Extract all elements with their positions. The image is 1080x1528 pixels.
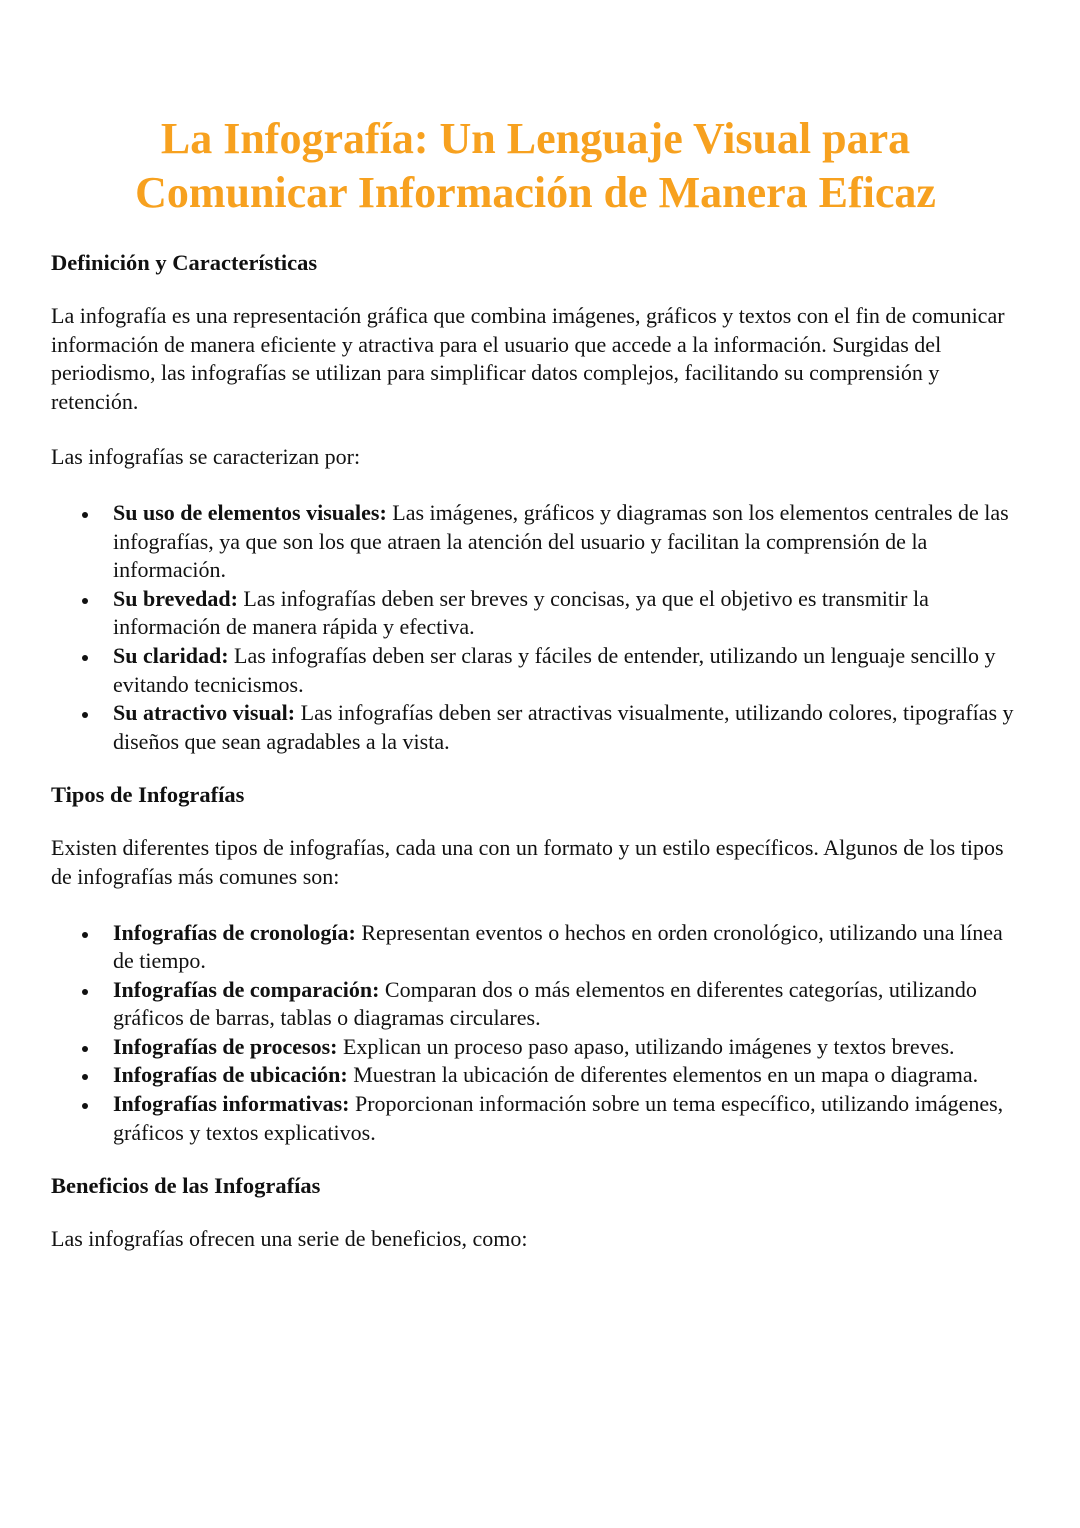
list-item (51, 585, 1020, 642)
list-item (51, 499, 1020, 585)
caracteristicas-list (51, 499, 1020, 756)
list-item-term: Infografías de procesos: (113, 1033, 338, 1059)
list-item-term: Infografías informativas: (113, 1091, 350, 1117)
tipos-list (51, 919, 1020, 1148)
list-item (51, 1033, 1020, 1062)
list-item-text: Las infografías deben ser claras y fáciles de entender, utilizando un lenguaje sencillo y evitando tecnicismos. (113, 642, 996, 697)
list-item-term: Infografías de ubicación: (113, 1062, 348, 1088)
list-item-text: Muestran la ubicación de diferentes elementos en un mapa o diagrama. (347, 1062, 979, 1088)
bullet-icon (82, 1046, 88, 1052)
bullet-icon (82, 1103, 88, 1109)
bullet-icon (82, 655, 88, 661)
bullet-icon (82, 712, 88, 718)
list-item (51, 976, 1020, 1033)
list-item-text: Las imágenes, gráficos y diagramas son los elementos centrales de las infografías, ya que son los que atraen la atención del usuario y facilitan la comprensión de la información. (113, 499, 1009, 583)
list-item (51, 699, 1020, 756)
document-title: La Infografía: Un Lenguaje Visual para Comunicar Información de Manera Eficaz (135, 114, 936, 217)
list-item (51, 642, 1020, 699)
list-item-term: Infografías de comparación: (113, 976, 380, 1002)
caracteristicas-intro: Las infografías se caracterizan por: (51, 444, 361, 470)
bullet-icon (82, 989, 88, 995)
section-heading-definicion: Definición y Características (51, 250, 318, 275)
list-item-text: Las infografías deben ser breves y concisas, ya que el objetivo es transmitir la información de manera rápida y efectiva. (113, 585, 929, 640)
section-heading-tipos: Tipos de Infografías (51, 782, 245, 808)
list-item-text: Comparan dos o más elementos en diferentes categorías, utilizando gráficos de barras, tablas o diagramas circulares. (113, 976, 977, 1031)
list-item-text: Explican un proceso paso apaso, utilizando imágenes y textos breves. (337, 1033, 955, 1059)
list-item (51, 1061, 1020, 1090)
list-item (51, 1090, 1020, 1147)
definicion-paragraph: La infografía es una representación gráfica que combina imágenes, gráficos y textos con el fin de comunicar información de manera eficiente y atractiva para el usuario que accede a la información. Surgidas del periodismo, las infografías se utilizan para simplificar datos complejos, facilitando su comprensión y retención. (51, 303, 1005, 414)
list-item-text: Proporcionan información sobre un tema específico, utilizando imágenes, gráficos y textos explicativos. (113, 1091, 1004, 1145)
bullet-icon (82, 932, 88, 938)
list-item-term: Su brevedad: (113, 585, 238, 611)
bullet-icon (82, 598, 88, 604)
list-item-text: Las infografías deben ser atractivas visualmente, utilizando colores, tipografías y diseños que sean agradables a la vista. (113, 700, 1014, 754)
list-item-term: Su claridad: (113, 642, 229, 668)
list-item-text: Representan eventos o hechos en orden cronológico, utilizando una línea de tiempo. (113, 919, 1003, 974)
bullet-icon (82, 1074, 88, 1080)
tipos-paragraph: Existen diferentes tipos de infografías, cada una con un formato y un estilo específicos. Algunos de los tipos de infografías más comunes son: (51, 835, 1004, 889)
beneficios-paragraph: Las infografías ofrecen una serie de beneficios, como: (51, 1226, 528, 1252)
list-item-term: Infografías de cronología: (113, 919, 356, 945)
section-heading-beneficios: Beneficios de las Infografías (51, 1173, 321, 1199)
list-item (51, 919, 1020, 976)
list-item-term: Su uso de elementos visuales: (113, 499, 387, 525)
bullet-icon (82, 512, 88, 518)
list-item-term: Su atractivo visual: (113, 700, 296, 726)
